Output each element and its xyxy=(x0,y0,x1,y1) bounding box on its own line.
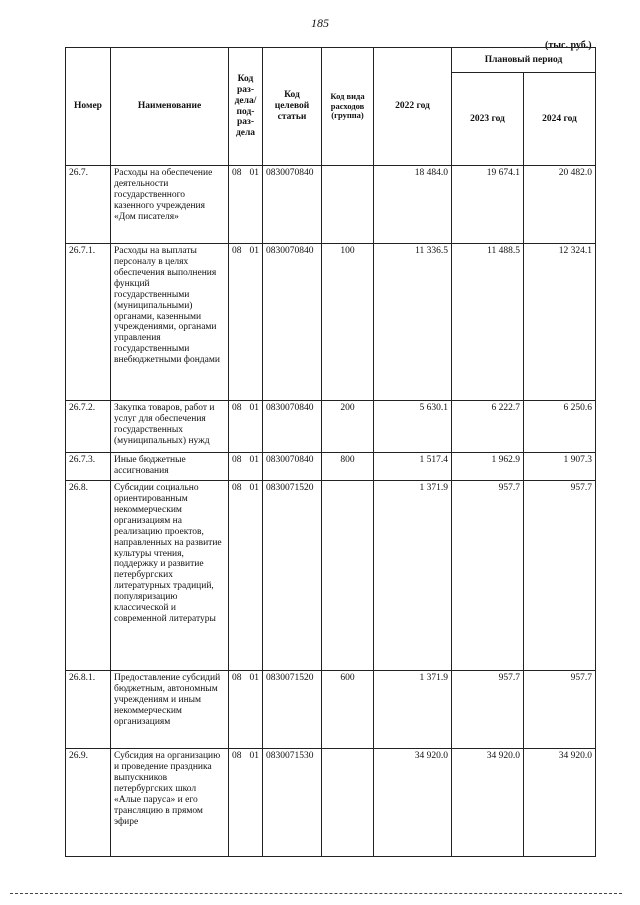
row-name: Предоставление субсидий бюджетным, автономным учреждениям и иным некоммерческим организациям xyxy=(111,671,229,749)
row-name: Закупка товаров, работ и услуг для обеспечения государственных (муниципальных) нужд xyxy=(111,401,229,453)
table-row xyxy=(66,453,596,481)
row-target: 0830070840 xyxy=(263,453,322,481)
header-section: Код раз-дела/ под-раз-дела xyxy=(229,48,263,166)
header-kind: Код вида расходов (группа) xyxy=(322,48,374,166)
row-target: 0830071530 xyxy=(263,749,322,857)
row-number: 26.8.1. xyxy=(66,671,111,749)
row-number: 26.8. xyxy=(66,481,111,671)
table-row xyxy=(66,166,596,244)
row-target: 0830071520 xyxy=(263,671,322,749)
row-2023: 957.7 xyxy=(452,671,524,749)
row-section: 08 01 xyxy=(229,244,263,401)
row-2024: 12 324.1 xyxy=(524,244,596,401)
row-2023: 34 920.0 xyxy=(452,749,524,857)
table-row xyxy=(66,671,596,749)
row-number: 26.7.3. xyxy=(66,453,111,481)
units-label: (тыс. руб.) xyxy=(545,40,592,51)
row-2022: 1 371.9 xyxy=(374,481,452,671)
table-row xyxy=(66,401,596,453)
row-2022: 11 336.5 xyxy=(374,244,452,401)
row-kind xyxy=(322,749,374,857)
table-row xyxy=(66,749,596,857)
row-name: Расходы на обеспечение деятельности государственного казенного учреждения «Дом писателя» xyxy=(111,166,229,244)
row-2022: 1 517.4 xyxy=(374,453,452,481)
page-bottom-rule xyxy=(10,893,622,894)
row-2024: 957.7 xyxy=(524,671,596,749)
header-2024: 2024 год xyxy=(524,73,596,166)
row-target: 0830070840 xyxy=(263,244,322,401)
row-2024: 6 250.6 xyxy=(524,401,596,453)
row-kind: 800 xyxy=(322,453,374,481)
row-2024: 957.7 xyxy=(524,481,596,671)
row-number: 26.7. xyxy=(66,166,111,244)
row-number: 26.7.1. xyxy=(66,244,111,401)
row-name: Расходы на выплаты персоналу в целях обеспечения выполнения функций государственными (муниципальными) органами, казенными учреждениями, органами управления государственными внебюджетными фондами xyxy=(111,244,229,401)
table-row xyxy=(66,244,596,401)
row-2023: 957.7 xyxy=(452,481,524,671)
row-2023: 6 222.7 xyxy=(452,401,524,453)
row-2022: 18 484.0 xyxy=(374,166,452,244)
row-kind xyxy=(322,166,374,244)
row-kind: 100 xyxy=(322,244,374,401)
row-2023: 1 962.9 xyxy=(452,453,524,481)
row-name: Субсидии социально ориентированным некоммерческим организациям на реализацию проектов, направленных на развитие культуры чтения, поддержку и развитие петербургских литературных традиций, популяризацию классической и современной литературы xyxy=(111,481,229,671)
row-2024: 1 907.3 xyxy=(524,453,596,481)
row-section: 08 01 xyxy=(229,453,263,481)
header-target: Код целевой статьи xyxy=(263,48,322,166)
row-name: Иные бюджетные ассигнования xyxy=(111,453,229,481)
row-kind: 200 xyxy=(322,401,374,453)
row-2023: 19 674.1 xyxy=(452,166,524,244)
row-kind: 600 xyxy=(322,671,374,749)
header-2023: 2023 год xyxy=(452,73,524,166)
header-number: Номер xyxy=(66,48,111,166)
row-2022: 34 920.0 xyxy=(374,749,452,857)
row-section: 08 01 xyxy=(229,166,263,244)
budget-table xyxy=(65,47,596,857)
row-2024: 20 482.0 xyxy=(524,166,596,244)
row-2022: 5 630.1 xyxy=(374,401,452,453)
row-2022: 1 371.9 xyxy=(374,671,452,749)
row-section: 08 01 xyxy=(229,401,263,453)
row-number: 26.9. xyxy=(66,749,111,857)
row-name: Субсидия на организацию и проведение праздника выпускников петербургских школ «Алые паруса» и его трансляцию в прямом эфире xyxy=(111,749,229,857)
table-row xyxy=(66,481,596,671)
row-target: 0830070840 xyxy=(263,166,322,244)
row-section: 08 01 xyxy=(229,481,263,671)
header-name: Наименование xyxy=(111,48,229,166)
row-section: 08 01 xyxy=(229,671,263,749)
row-number: 26.7.2. xyxy=(66,401,111,453)
row-kind xyxy=(322,481,374,671)
row-section: 08 01 xyxy=(229,749,263,857)
row-target: 0830070840 xyxy=(263,401,322,453)
row-target: 0830071520 xyxy=(263,481,322,671)
row-2023: 11 488.5 xyxy=(452,244,524,401)
header-plan-period: Плановый период xyxy=(452,48,596,73)
row-2024: 34 920.0 xyxy=(524,749,596,857)
header-2022: 2022 год xyxy=(374,48,452,166)
page-number: 185 xyxy=(311,16,329,30)
